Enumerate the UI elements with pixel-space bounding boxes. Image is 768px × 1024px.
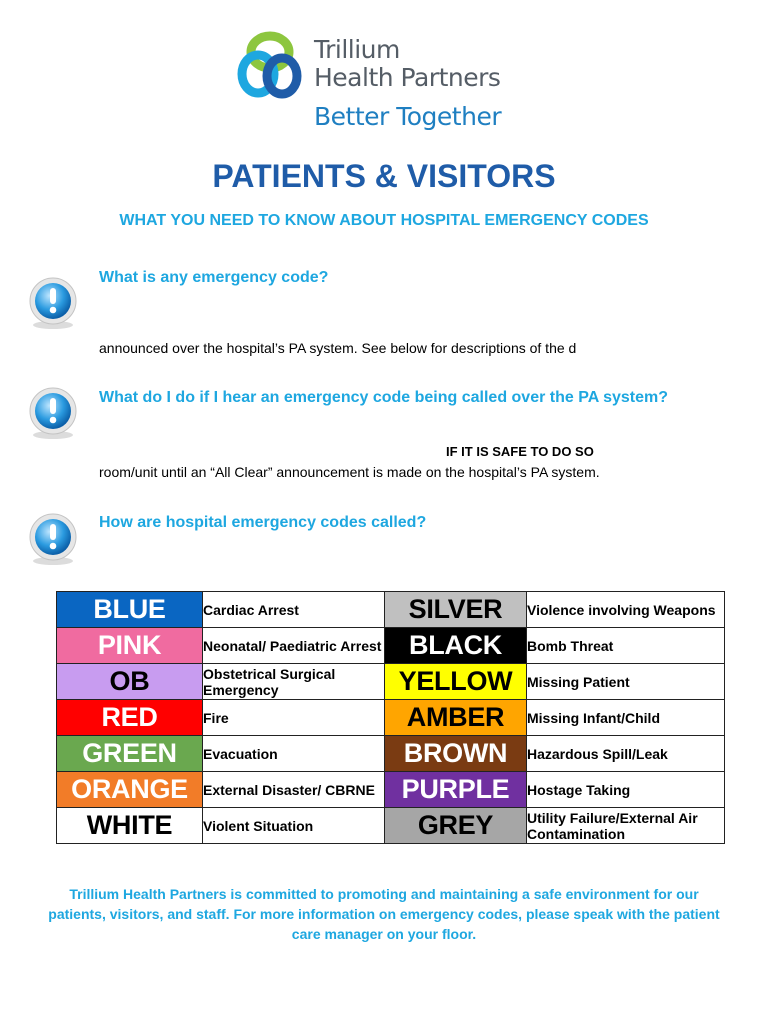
code-name-blue: BLUE [57,592,203,628]
exclamation-icon [26,276,80,330]
code-name-yellow: YELLOW [385,664,527,700]
code-description: Fire [203,700,385,736]
code-description: Cardiac Arrest [203,592,385,628]
logo-text-line1: Trillium [314,35,400,64]
section-heading-what-is-code: What is any emergency code? [99,269,329,286]
code-name-pink: PINK [57,628,203,664]
code-name-purple: PURPLE [385,772,527,808]
logo-tagline: Better Together [314,102,502,131]
section-emphasis-safe: IF IT IS SAFE TO DO SO [446,444,594,459]
code-name-red: RED [57,700,203,736]
section-text-what-is-code: announced over the hospital’s PA system. See below for descriptions of the d [99,340,577,356]
section-text-what-to-do: room/unit until an “All Clear” announcement is made on the hospital’s PA system. [99,464,600,480]
code-row [57,700,725,736]
code-description: Bomb Threat [527,628,725,664]
footer-note: Trillium Health Partners is committed to promoting and maintaining a safe environment for our patients, visitors, and staff. For more information on emergency codes, please speak with the patient care manager on your floor. [48,886,720,942]
code-name-orange: ORANGE [57,772,203,808]
emergency-codes-table [56,591,725,844]
logo-text-line2: Health Partners [314,63,501,92]
code-description: Hazardous Spill/Leak [527,736,725,772]
code-name-brown: BROWN [385,736,527,772]
code-row [57,592,725,628]
code-description: Hostage Taking [527,772,725,808]
code-description: Violence involving Weapons [527,592,725,628]
trillium-logo-icon [234,30,306,102]
code-row [57,808,725,844]
code-row [57,664,725,700]
section-heading-how-called: How are hospital emergency codes called? [99,514,427,531]
code-name-green: GREEN [57,736,203,772]
code-description: Violent Situation [203,808,385,844]
code-description: Missing Infant/Child [527,700,725,736]
section-heading-what-to-do: What do I do if I hear an emergency code being called over the PA system? [99,389,669,406]
code-row [57,628,725,664]
page-subtitle: WHAT YOU NEED TO KNOW ABOUT HOSPITAL EMERGENCY CODES [119,212,649,229]
code-name-grey: GREY [385,808,527,844]
trillium-logo [234,30,534,140]
code-name-white: WHITE [57,808,203,844]
code-description: Neonatal/ Paediatric Arrest [203,628,385,664]
code-description: Missing Patient [527,664,725,700]
code-name-ob: OB [57,664,203,700]
exclamation-icon [26,386,80,440]
code-row [57,736,725,772]
code-description: Evacuation [203,736,385,772]
code-name-amber: AMBER [385,700,527,736]
code-name-silver: SILVER [385,592,527,628]
exclamation-icon [26,512,80,566]
code-description: Utility Failure/External Air Contamination [527,808,725,844]
code-description: External Disaster/ CBRNE [203,772,385,808]
page-title: PATIENTS & VISITORS [212,158,556,194]
code-name-black: BLACK [385,628,527,664]
code-description: Obstetrical Surgical Emergency [203,664,385,700]
code-row [57,772,725,808]
